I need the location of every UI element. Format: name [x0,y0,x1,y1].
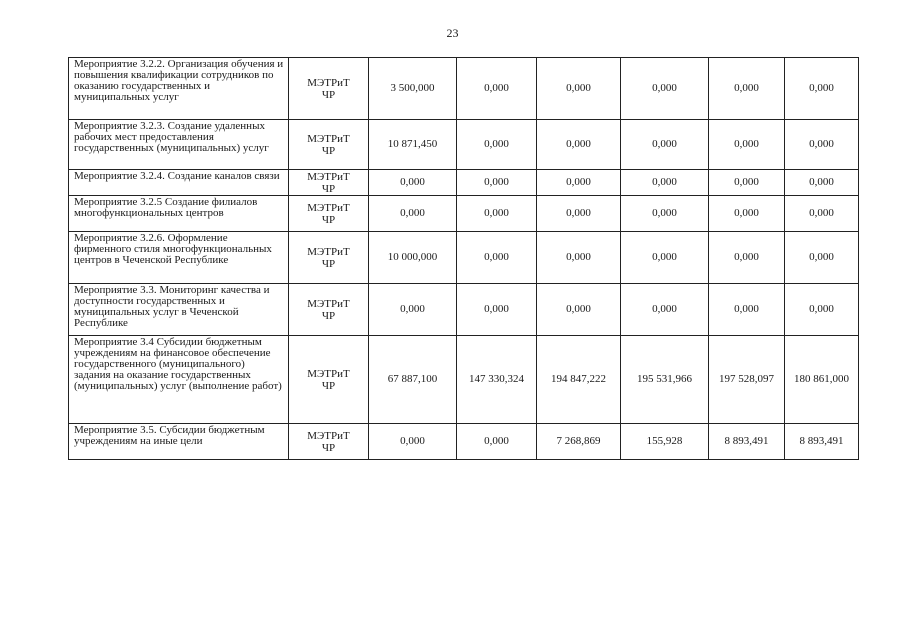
funding-value-5: 0,000 [709,58,785,120]
funding-value-6: 8 893,491 [785,424,859,460]
funding-value-2: 0,000 [457,284,537,336]
funding-value-5: 8 893,491 [709,424,785,460]
funding-value-2: 0,000 [457,424,537,460]
funding-value-6: 0,000 [785,120,859,170]
funding-value-4: 0,000 [621,196,709,232]
funding-value-1: 0,000 [369,170,457,196]
executor-line: ЧР [321,182,336,195]
funding-value-1: 3 500,000 [369,58,457,120]
measure-description: Мероприятие 3.2.6. Оформление фирменного стиля многофункциональных центров в Чеченской Республике [69,232,289,284]
measure-description: Мероприятие 3.5. Субсидии бюджетным учреждениям на иные цели [69,424,289,460]
executor-cell [289,284,369,336]
funding-value-5: 0,000 [709,170,785,196]
funding-value-6: 180 861,000 [785,336,859,424]
table-row [69,196,859,232]
funding-value-4: 155,928 [621,424,709,460]
funding-value-3: 7 268,869 [537,424,621,460]
funding-value-6: 0,000 [785,170,859,196]
table-row [69,120,859,170]
funding-value-2: 0,000 [457,58,537,120]
funding-value-5: 0,000 [709,120,785,170]
funding-value-1: 10 871,450 [369,120,457,170]
funding-value-4: 0,000 [621,170,709,196]
executor-cell [289,196,369,232]
funding-value-1: 0,000 [369,196,457,232]
executor-cell [289,336,369,424]
page-number: 23 [446,26,459,40]
executor-cell [289,424,369,460]
funding-value-2: 0,000 [457,232,537,284]
executor-line: МЭТРиТ [307,170,350,183]
executor-line: ЧР [321,379,336,392]
funding-value-2: 147 330,324 [457,336,537,424]
funding-value-4: 195 531,966 [621,336,709,424]
budget-table [68,57,859,460]
funding-value-4: 0,000 [621,58,709,120]
funding-value-6: 0,000 [785,58,859,120]
executor-line: МЭТРиТ [307,245,350,258]
measure-description: Мероприятие 3.3. Мониторинг качества и доступности государственных и муниципальных услуг в Чеченской Республике [69,284,289,336]
funding-value-4: 0,000 [621,120,709,170]
executor-line: ЧР [321,144,336,157]
funding-value-2: 0,000 [457,196,537,232]
table-row [69,336,859,424]
executor-line: ЧР [321,213,336,226]
executor-cell [289,58,369,120]
table-row [69,424,859,460]
funding-value-3: 0,000 [537,120,621,170]
funding-value-5: 197 528,097 [709,336,785,424]
measure-description: Мероприятие 3.2.2. Организация обучения и повышения квалификации сотрудников по оказанию государственных и муниципальных услуг [69,58,289,120]
funding-value-4: 0,000 [621,232,709,284]
executor-line: МЭТРиТ [307,76,350,89]
executor-cell [289,170,369,196]
table-row [69,170,859,196]
table-row [69,58,859,120]
funding-value-1: 0,000 [369,424,457,460]
funding-value-5: 0,000 [709,196,785,232]
funding-value-3: 0,000 [537,196,621,232]
funding-value-6: 0,000 [785,232,859,284]
funding-value-3: 0,000 [537,58,621,120]
executor-line: МЭТРиТ [307,201,350,214]
executor-line: МЭТРиТ [307,429,350,442]
measure-description: Мероприятие 3.2.4. Создание каналов связи [69,170,289,196]
funding-value-3: 194 847,222 [537,336,621,424]
funding-value-3: 0,000 [537,284,621,336]
measure-description: Мероприятие 3.2.5 Создание филиалов многофункциональных центров [69,196,289,232]
executor-line: ЧР [321,441,336,454]
funding-value-3: 0,000 [537,232,621,284]
funding-value-6: 0,000 [785,196,859,232]
funding-value-6: 0,000 [785,284,859,336]
executor-line: ЧР [321,309,336,322]
table-row [69,232,859,284]
funding-value-3: 0,000 [537,170,621,196]
executor-line: ЧР [321,257,336,270]
executor-line: МЭТРиТ [307,132,350,145]
measure-description: Мероприятие 3.4 Субсидии бюджетным учреждениям на финансовое обеспечение государственного (муниципального) задания на оказание государственных (муниципальных) услуг (выполнение работ) [69,336,289,424]
executor-cell [289,120,369,170]
funding-value-1: 0,000 [369,284,457,336]
table-row [69,284,859,336]
executor-line: МЭТРиТ [307,367,350,380]
funding-value-2: 0,000 [457,170,537,196]
executor-cell [289,232,369,284]
executor-line: ЧР [321,88,336,101]
funding-value-5: 0,000 [709,284,785,336]
measure-description: Мероприятие 3.2.3. Создание удаленных рабочих мест предоставления государственных (муниципальных) услуг [69,120,289,170]
funding-value-1: 67 887,100 [369,336,457,424]
funding-value-5: 0,000 [709,232,785,284]
executor-line: МЭТРиТ [307,297,350,310]
funding-value-2: 0,000 [457,120,537,170]
funding-value-4: 0,000 [621,284,709,336]
funding-value-1: 10 000,000 [369,232,457,284]
